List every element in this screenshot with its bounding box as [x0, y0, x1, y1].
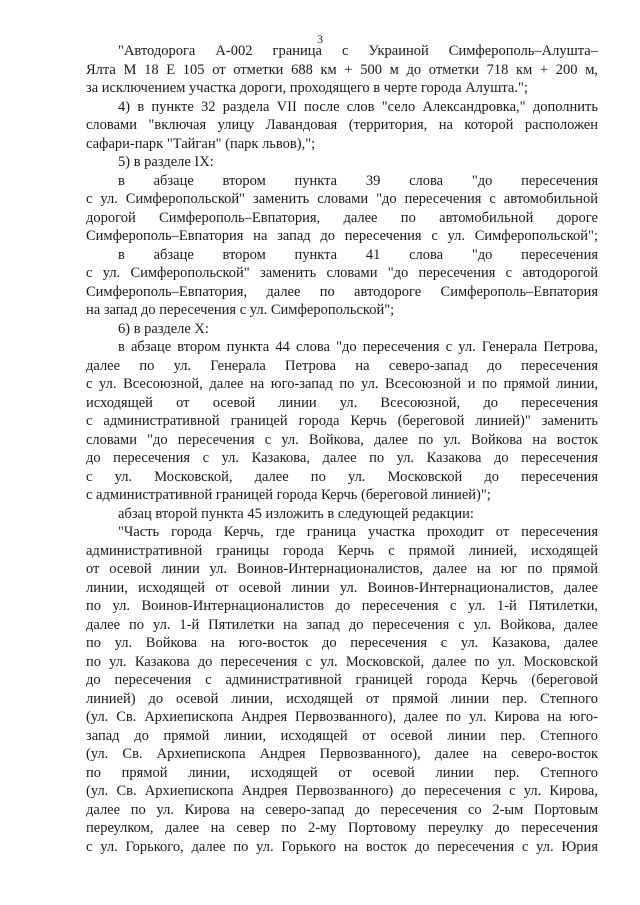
text-line: за исключением участка дороги, проходящего в черте города Алушта.";: [86, 80, 528, 96]
text-line: "Автодорога А-002 граница с Украиной Симферополь–Алушта–: [118, 43, 598, 59]
text-line: до пересечения с ул. Казакова, далее по ул. Казакова до пересечения: [86, 450, 598, 466]
text-line: 4) в пункте 32 раздела VII после слов "село Александровка," дополнить: [118, 98, 598, 115]
text-line: в абзаце втором пункта 39 слова "до пересечения: [118, 172, 598, 189]
text-line: по ул. Войкова на юго-восток до пересечения с ул. Казакова, далее: [86, 635, 598, 651]
page-number: 3: [317, 32, 323, 46]
text-line: дорогой Симферополь–Евпатория, далее по автомобильной дороге: [86, 209, 598, 226]
text-line: с ул. Симферопольской" заменить словами "до пересечения с автодорогой: [86, 265, 598, 281]
text-line: Симферополь–Евпатория на запад до пересечения с ул. Симферопольской";: [86, 228, 598, 244]
text-line: до пересечения с административной границей города Керчь (береговой: [86, 672, 598, 688]
text-line: административной границы города Керчь с прямой линией, исходящей: [86, 542, 598, 559]
text-line: словами "включая улицу Лавандовая (территория, на которой расположен: [86, 117, 598, 133]
text-line: Симферополь–Евпатория, далее по автодороге Симферополь–Евпатория: [86, 283, 598, 300]
text-line: с административной границей города Керчь (береговой линией)" заменить: [86, 413, 598, 429]
text-line: на запад до пересечения с ул. Симферопольской";: [86, 302, 395, 318]
text-line: линией) до осевой линии, исходящей от прямой линии пер. Степного: [86, 690, 598, 707]
text-line: (ул. Св. Архиепископа Андрея Первозванного) до пересечения с ул. Кирова,: [86, 783, 598, 799]
text-line: линии, исходящей от осевой линии ул. Воинов-Интернационалистов, далее: [86, 579, 598, 596]
text-line: по ул. Воинов-Интернационалистов до пересечения с ул. 1-й Пятилетки,: [86, 598, 598, 614]
text-line: абзац второй пункта 45 изложить в следующей редакции:: [118, 505, 474, 522]
text-line: Ялта М 18 Е 105 от отметки 688 км + 500 м до отметки 718 км + 200 м,: [86, 61, 598, 78]
text-line: 5) в разделе IX:: [118, 154, 214, 170]
text-line: от осевой линии ул. Воинов-Интернационалистов, далее на юг по прямой: [86, 561, 598, 577]
text-line: с ул. Московской, далее по ул. Московской до пересечения: [86, 468, 598, 485]
text-line: "Часть города Керчь, где граница участка проходит от пересечения: [118, 524, 598, 540]
text-line: по прямой линии, исходящей от осевой линии пер. Степного: [86, 764, 598, 781]
text-line: далее по ул. 1-й Пятилетки на запад до пересечения с ул. Войкова, далее: [86, 616, 598, 633]
text-line: далее по ул. Кирова на северо-запад до пересечения со 2-ым Портовым: [86, 801, 598, 818]
text-line: переулком, далее на север по 2-му Портовому переулку до пересечения: [86, 820, 598, 836]
text-line: 6) в разделе X:: [118, 320, 209, 337]
text-line: с административной границей города Керчь (береговой линией)";: [86, 487, 491, 503]
text-line: (ул. Св. Архиепископа Андрея Первозванного), далее по ул. Кирова на юго-: [86, 709, 598, 725]
text-line: далее по ул. Генерала Петрова на северо-запад до пересечения: [86, 357, 598, 374]
text-line: словами "до пересечения с ул. Войкова, далее по ул. Войкова на восток: [86, 431, 598, 448]
text-line: с ул. Горького, далее по ул. Горького на восток до пересечения с ул. Юрия: [86, 838, 598, 855]
text-line: с ул. Всесоюзной, далее на юго-запад по ул. Всесоюзной и по прямой линии,: [86, 376, 598, 392]
text-line: в абзаце втором пункта 44 слова "до пересечения с ул. Генерала Петрова,: [118, 339, 598, 355]
document-text: [86, 42, 598, 856]
text-line: с ул. Симферопольской" заменить словами "до пересечения с автомобильной: [86, 191, 598, 207]
text-line: (ул. Св. Архиепископа Андрея Первозванного), далее на северо-восток: [86, 746, 598, 762]
text-line: по ул. Казакова до пересечения с ул. Московской, далее по ул. Московской: [86, 653, 598, 670]
text-line: исходящей от осевой линии ул. Всесоюзной, до пересечения: [86, 394, 598, 411]
text-line: в абзаце втором пункта 41 слова "до пересечения: [118, 246, 598, 263]
text-line: запад до прямой линии, исходящей от осевой линии пер. Степного: [86, 727, 598, 744]
text-line: сафари-парк "Тайган" (парк львов),";: [86, 135, 316, 152]
